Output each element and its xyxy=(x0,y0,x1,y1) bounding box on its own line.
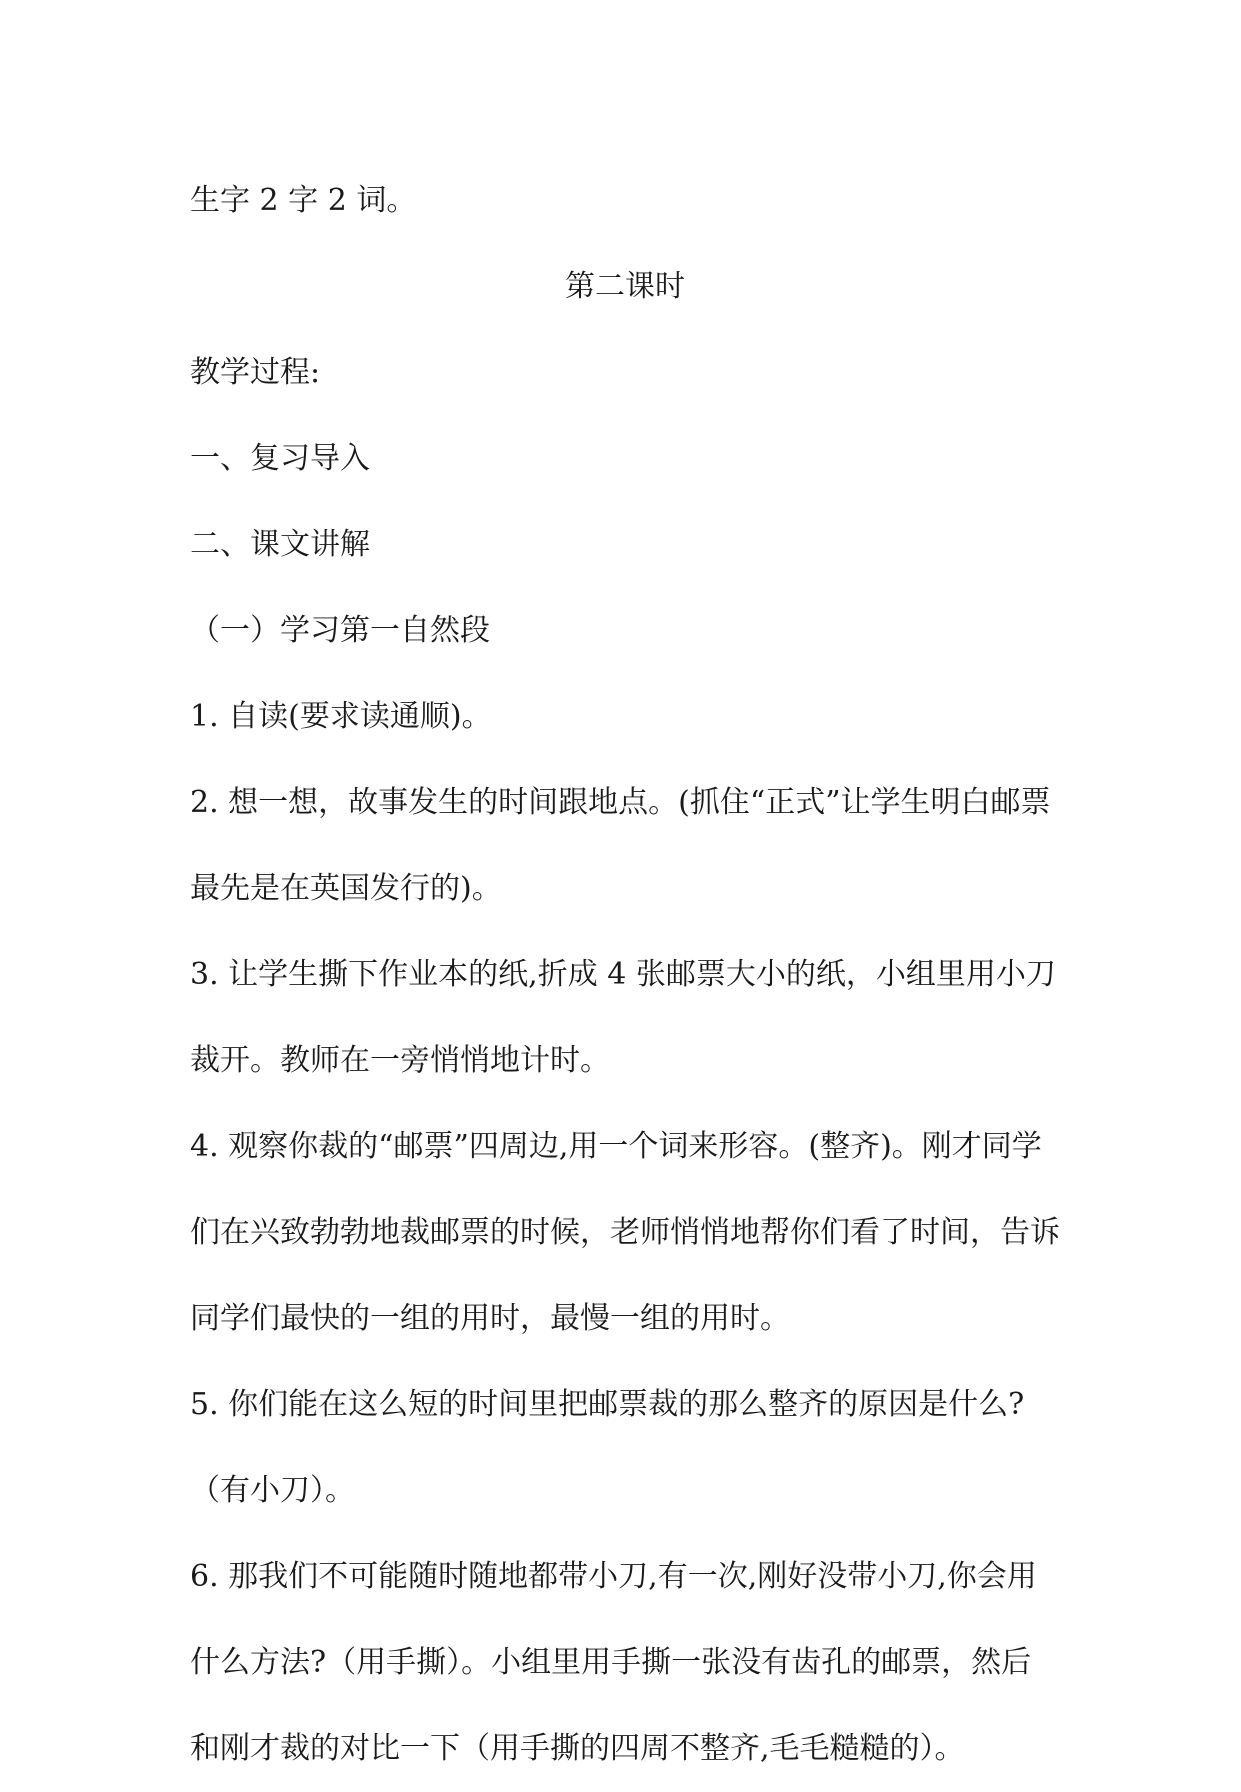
paragraph-new-words: 生字 2 字 2 词。 xyxy=(190,183,417,218)
list-item-5: 5. 你们能在这么短的时间里把邮票裁的那么整齐的原因是什么?（有小刀）。 xyxy=(190,1387,1025,1508)
heading-review-intro: 一、复习导入 xyxy=(190,441,370,476)
section-title: 第二课时 xyxy=(565,269,685,304)
list-item-6: 6. 那我们不可能随时随地都带小刀,有一次,刚好没带小刀,你会用什么方法?（用手撕）。小组里用手撕一张没有齿孔的邮票，然后和刚才裁的对比一下（用手撕的四周不整齐,毛毛糙糙的）。 xyxy=(190,1559,1037,1766)
list-item-4: 4. 观察你裁的“邮票”四周边,用一个词来形容。(整齐)。刚才同学们在兴致勃勃地裁邮票的时候，老师悄悄地帮你们看了时间，告诉同学们最快的一组的用时，最慢一组的用时。 xyxy=(190,1129,1060,1336)
heading-text-explanation: 二、课文讲解 xyxy=(190,527,370,562)
list-item-3: 3. 让学生撕下作业本的纸,折成 4 张邮票大小的纸，小组里用小刀裁开。教师在一旁悄悄地计时。 xyxy=(190,957,1056,1078)
document-body xyxy=(190,158,1060,1792)
paragraph-teaching-process: 教学过程: xyxy=(190,355,321,390)
list-item-2: 2. 想一想，故事发生的时间跟地点。(抓住“正式”让学生明白邮票最先是在英国发行的)。 xyxy=(190,785,1051,906)
list-item-1: 1. 自读(要求读通顺)。 xyxy=(190,699,492,734)
subheading-paragraph-one: （一）学习第一自然段 xyxy=(190,613,490,648)
